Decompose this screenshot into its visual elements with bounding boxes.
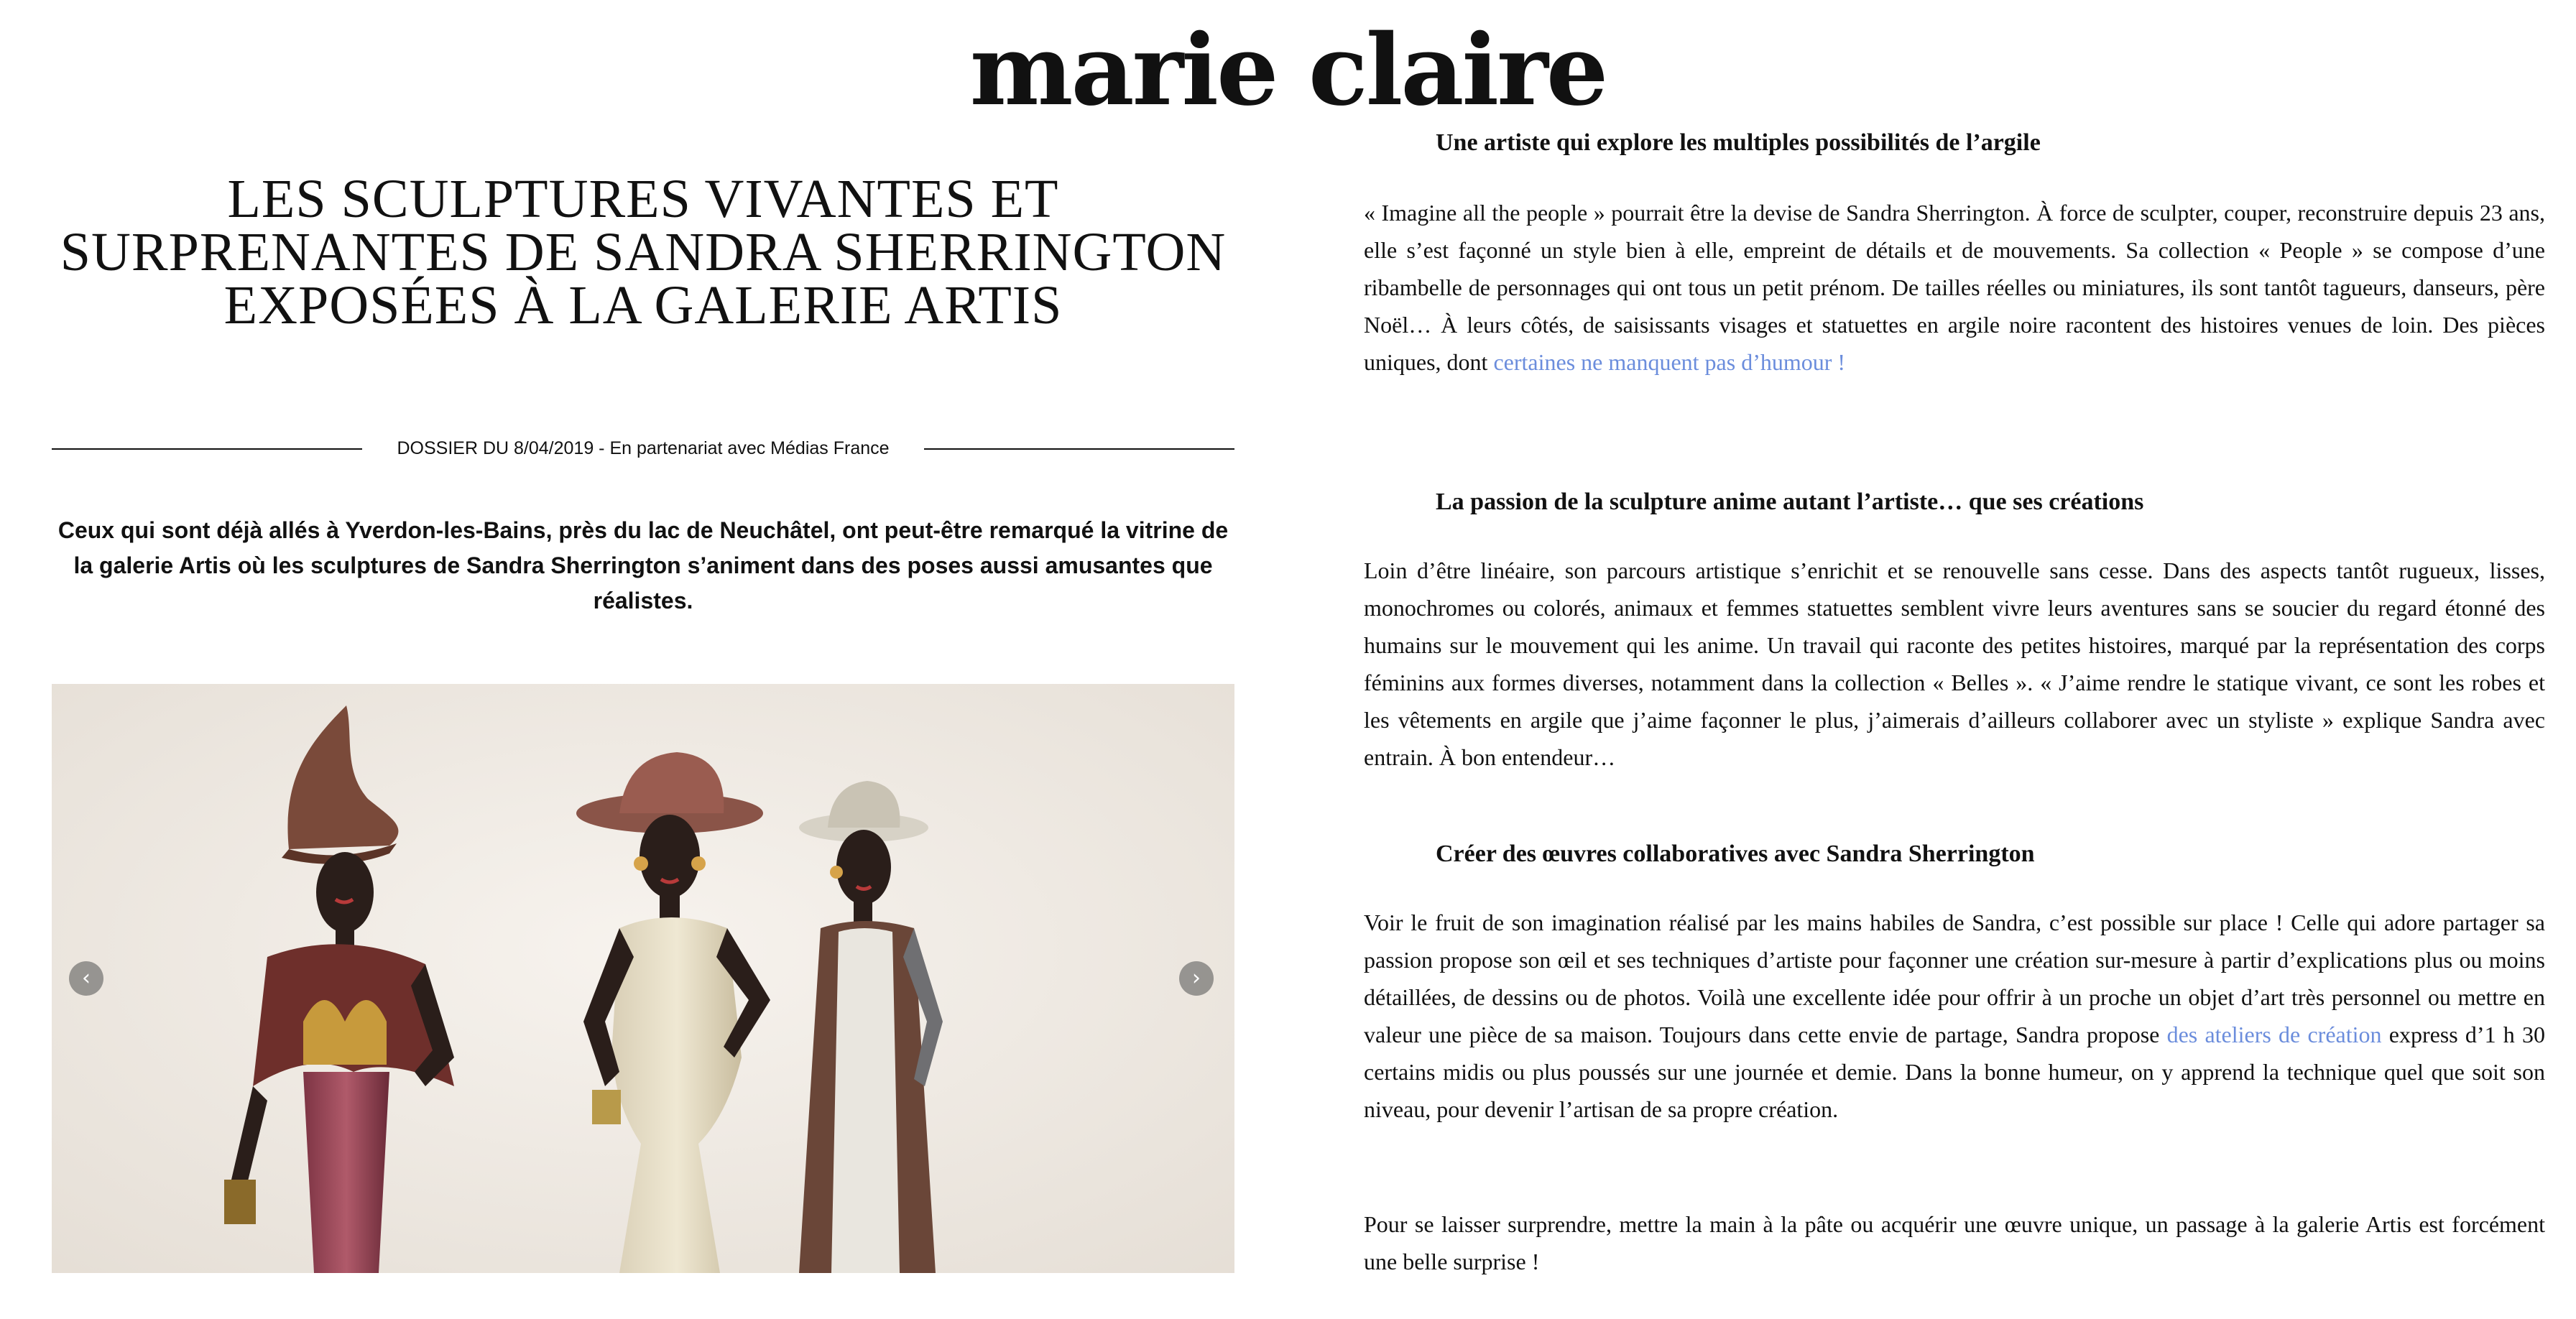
chevron-right-icon: › — [1192, 966, 1201, 991]
section-heading: La passion de la sculpture anime autant l’artiste… que ses créations — [1436, 489, 2144, 515]
paragraph-text: Voir le fruit de son imagination réalisé par les mains habiles de Sandra, c’est possible sur place ! Celle qui adore partager sa passion propose son œil et ses techniques d’artiste pour façonner une création sur-mesure à partir d’explications plus ou moins détaillées, de dessins ou de photos. Voilà une excellente idée pour offrir à un proche un objet d’art très personnel ou mettre en valeur une pièce de sa maison. Toujours dans cette envie de partage, Sandra propose — [1364, 910, 2545, 1047]
byline-rule-left — [52, 448, 362, 450]
humour-link[interactable]: certaines ne manquent pas d’humour ! — [1493, 349, 1846, 375]
section-paragraph — [1364, 194, 2545, 381]
site-logo[interactable]: marie claire — [969, 13, 1607, 128]
carousel-prev-button[interactable] — [69, 961, 103, 996]
section-heading: Créer des œuvres collaboratives avec Sandra Sherrington — [1436, 841, 2035, 867]
ateliers-link[interactable]: des ateliers de création — [2166, 1022, 2382, 1047]
image-carousel[interactable] — [52, 684, 1234, 1273]
article-header — [52, 169, 1234, 614]
byline-text: DOSSIER DU 8/04/2019 - En partenariat avec Médias France — [397, 438, 890, 458]
byline-rule-right — [924, 448, 1234, 450]
sculptures-photo — [52, 684, 1234, 1273]
article-title: LES SCULPTURES VIVANTES ET SURPRENANTES DE SANDRA SHERRINGTON EXPOSÉES À LA GALERIE ARTIS — [60, 169, 1227, 335]
paragraph-text: express d’1 h 30 certains midis ou plus poussés sur une journée et demie. Dans la bonne humeur, on y apprend la technique quel que soit son niveau, pour devenir l’artisan de sa propre création. — [1364, 1022, 2546, 1122]
chevron-left-icon: ‹ — [82, 966, 91, 991]
paragraph-text: « Imagine all the people » pourrait être la devise de Sandra Sherrington. À force de sculpter, couper, reconstruire depuis 23 ans, elle s’est façonné un style bien à elle, empreint de détails et de mouvements. Sa collection « People » se compose d’une ribambelle de personnages qui ont tous un petit prénom. De tailles réelles ou miniatures, ils sont tantôt tagueurs, danseurs, père Noël… À leurs côtés, de saisissants visages et statuettes en argile noire racontent des histoires venues de loin. Des pièces uniques, dont — [1364, 200, 2545, 375]
section-paragraph: Loin d’être linéaire, son parcours artistique s’enrichit et se renouvelle sans cesse. Dans des aspects tantôt rugueux, lisses, monochromes ou colorés, animaux et femmes statuettes semblent vivre leurs aventures sans se soucier du regard étonné des humains sur le mouvement qui les anime. Un travail qui raconte des petites histoires, marqué par la représentation des corps féminins aux formes diverses, notamment dans la collection « Belles ». « J’aime rendre le statique vivant, ce sont les robes et les vêtements en argile que j’aime façonner le plus, j’aimerais d’ailleurs collaborer avec un styliste » explique Sandra avec entrain. À bon entendeur… — [1364, 557, 2545, 770]
section-paragraph — [1364, 904, 2545, 1128]
article-lead: Ceux qui sont déjà allés à Yverdon-les-Bains, près du lac de Neuchâtel, ont peut-être remarqué la vitrine de la galerie Artis où les sculptures de Sandra Sherrington s’animent dans des poses aussi amusantes que réalistes. — [57, 517, 1229, 614]
carousel-next-button[interactable] — [1179, 961, 1214, 996]
article-byline — [52, 438, 1234, 459]
closing-paragraph: Pour se laisser surprendre, mettre la main à la pâte ou acquérir une œuvre unique, un passage à la galerie Artis est forcément une belle surprise ! — [1364, 1211, 2545, 1274]
section-heading: Une artiste qui explore les multiples possibilités de l’argile — [1436, 129, 2041, 156]
